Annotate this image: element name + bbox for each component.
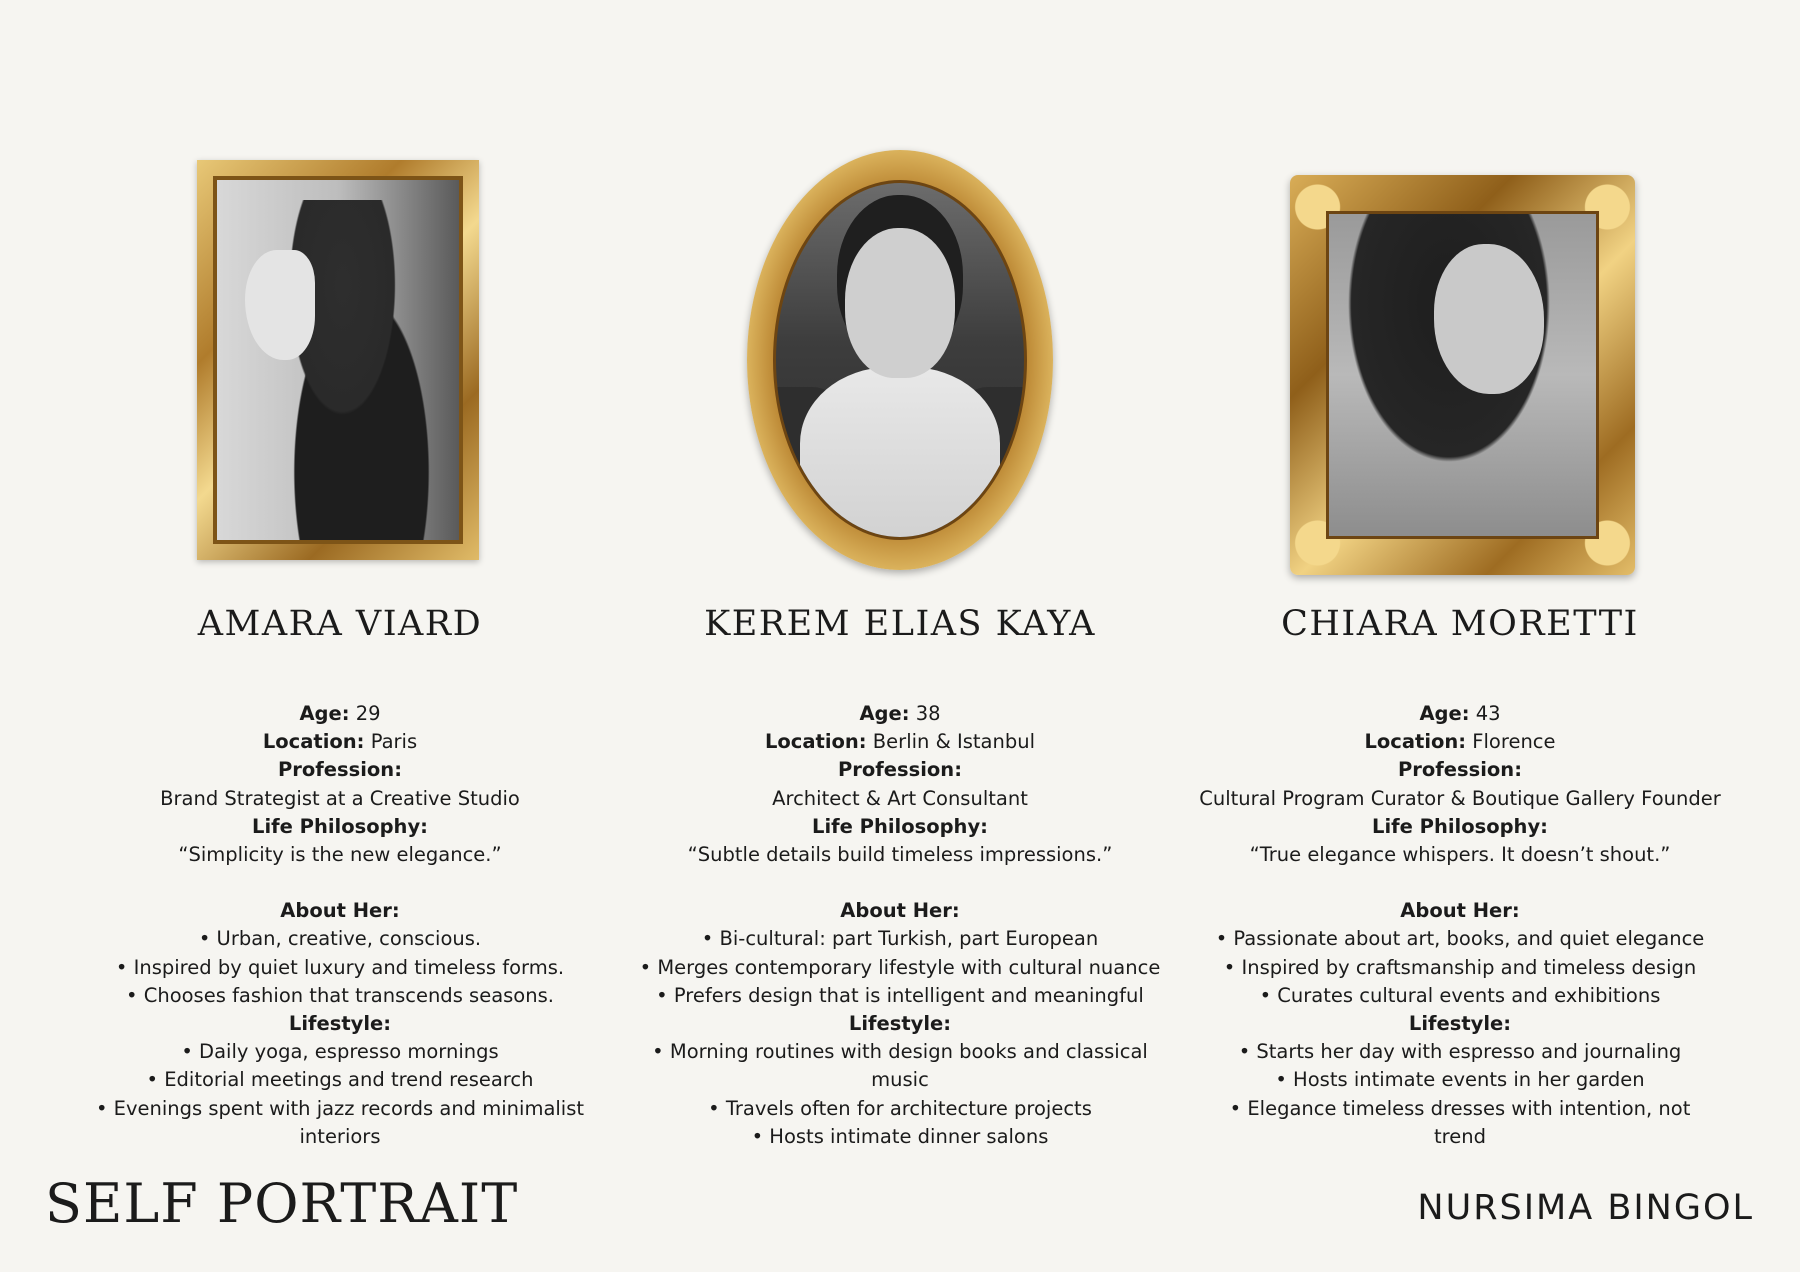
age-label: Age: (859, 702, 910, 725)
profile-name: AMARA VIARD (197, 604, 483, 644)
profession-label: Profession: (278, 758, 402, 782)
profession-value: Cultural Program Curator & Boutique Gallery Founder (1199, 786, 1721, 810)
location-label: Location: (1364, 730, 1467, 754)
portrait-photo (1326, 211, 1599, 539)
profile-info (1180, 700, 1740, 1151)
philosophy-quote: “Subtle details build timeless impressions.” (687, 843, 1113, 867)
profession-value: Architect & Art Consultant (772, 786, 1028, 810)
age-label: Age: (299, 702, 350, 725)
lifestyle-item: • Editorial meetings and trend research (146, 1068, 534, 1092)
location-label: Location: (764, 730, 867, 754)
profile-name: CHIARA MORETTI (1281, 604, 1639, 644)
location-value: Paris (370, 730, 418, 754)
profession-label: Profession: (1398, 758, 1522, 782)
about-item: • Curates cultural events and exhibitions (1259, 983, 1661, 1007)
profession-value: Brand Strategist at a Creative Studio (160, 786, 520, 810)
profile-card-kerem (620, 120, 1180, 1151)
page-title: SELF PORTRAIT (45, 1172, 519, 1235)
location-label: Location: (262, 730, 365, 754)
lifestyle-item: music (871, 1068, 929, 1092)
lifestyle-label: Lifestyle: (1408, 1012, 1512, 1036)
profile-card-chiara (1180, 120, 1740, 1151)
profile-info (620, 700, 1180, 1151)
age-value: 38 (915, 702, 941, 725)
lifestyle-label: Lifestyle: (848, 1012, 952, 1036)
lifestyle-item: • Starts her day with espresso and journaling (1238, 1040, 1682, 1064)
gold-frame (197, 160, 479, 560)
gold-oval-frame (747, 150, 1053, 570)
gold-ornate-frame (1290, 175, 1635, 575)
about-label: About Her: (1400, 899, 1520, 923)
location-value: Berlin & Istanbul (872, 730, 1036, 754)
lifestyle-item: trend (1434, 1124, 1486, 1148)
age-value: 29 (355, 702, 381, 725)
profession-label: Profession: (838, 758, 962, 782)
about-item: • Chooses fashion that transcends seasons. (126, 983, 554, 1007)
about-label: About Her: (280, 899, 400, 923)
age-label: Age: (1419, 702, 1470, 725)
philosophy-label: Life Philosophy: (812, 814, 988, 838)
profile-card-amara (60, 120, 620, 1151)
portrait-photo (213, 176, 463, 544)
portrait-frame-rectangular (60, 120, 620, 590)
about-item: • Urban, creative, conscious. (198, 927, 482, 951)
profile-info (60, 700, 620, 1151)
philosophy-quote: “True elegance whispers. It doesn’t shout.” (1249, 843, 1671, 867)
lifestyle-item: • Hosts intimate dinner salons (751, 1124, 1049, 1148)
author-name: NURSIMA BINGOL (1417, 1188, 1754, 1228)
lifestyle-item: • Daily yoga, espresso mornings (181, 1040, 499, 1064)
lifestyle-item: • Elegance timeless dresses with intention, not (1229, 1096, 1691, 1120)
portrait-frame-oval (620, 120, 1180, 590)
portrait-photo (773, 180, 1027, 540)
lifestyle-item: • Travels often for architecture projects (708, 1096, 1092, 1120)
philosophy-label: Life Philosophy: (252, 814, 428, 838)
philosophy-label: Life Philosophy: (1372, 814, 1548, 838)
lifestyle-item: • Morning routines with design books and classical (652, 1040, 1148, 1064)
profile-name: KEREM ELIAS KAYA (704, 604, 1096, 644)
about-item: • Passionate about art, books, and quiet elegance (1215, 927, 1705, 951)
lifestyle-label: Lifestyle: (288, 1012, 392, 1036)
about-item: • Inspired by quiet luxury and timeless forms. (115, 955, 565, 979)
age-value: 43 (1475, 702, 1501, 725)
about-item: • Prefers design that is intelligent and meaningful (656, 983, 1144, 1007)
about-item: • Merges contemporary lifestyle with cultural nuance (639, 955, 1161, 979)
about-label: About Her: (840, 899, 960, 923)
lifestyle-item: • Evenings spent with jazz records and minimalist (95, 1096, 585, 1120)
lifestyle-item: • Hosts intimate events in her garden (1275, 1068, 1645, 1092)
location-value: Florence (1472, 730, 1556, 754)
about-item: • Bi-cultural: part Turkish, part European (701, 927, 1099, 951)
about-item: • Inspired by craftsmanship and timeless design (1223, 955, 1697, 979)
lifestyle-item: interiors (299, 1124, 381, 1148)
philosophy-quote: “Simplicity is the new elegance.” (178, 843, 502, 867)
portrait-frame-ornate (1180, 120, 1740, 590)
